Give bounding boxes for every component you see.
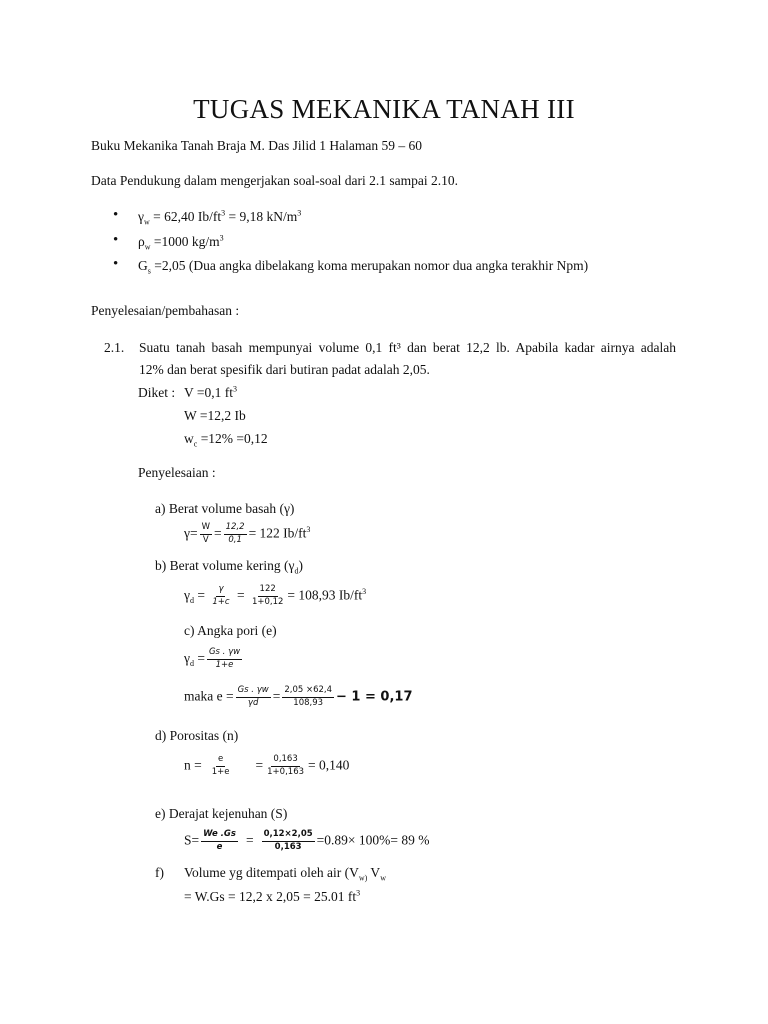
fraction: $\frac{2,05 \times 62,4}{108,93}$ bbox=[284, 685, 333, 708]
fraction: $\frac{0,12\times 2,05}{0,163}$ bbox=[263, 829, 313, 852]
bullet-dot: • bbox=[113, 232, 119, 248]
solution-heading: Penyelesaian/pembahasan : bbox=[91, 303, 240, 318]
step-d-formula: n = $\frac{e}{1+e}$ = $\frac{0,163}{1+0,163}$ = 0,140 bbox=[184, 754, 350, 777]
fraction: $\frac{122}{1+0,12}$ bbox=[251, 584, 284, 607]
step-e-label: e) Derajat kejenuhan (S) bbox=[155, 806, 288, 821]
source-reference: Buku Mekanika Tanah Braja M. Das Jilid 1 Halaman 59 – 60 bbox=[91, 138, 422, 153]
data-item-unit-weight-water: $\gamma_w = 62,40$ $Ib/ft^3 = 9,18$ $kN/m^3$ bbox=[138, 208, 302, 227]
given-label: Diket : bbox=[138, 385, 176, 400]
bullet-dot: • bbox=[113, 207, 119, 223]
step-b-formula: $\gamma_d$ = $\frac{\gamma}{1+c}$ = $\frac{122}{1+0,12}$ = 108,93 $Ib/ft^3$ bbox=[184, 584, 367, 607]
fraction: $\frac{We .Gs}{e}$ bbox=[203, 829, 236, 852]
step-c-formula: $\gamma_d$ = $\frac{Gs . \gamma w}{1+e}$ bbox=[184, 647, 241, 670]
fraction: $\frac{e}{1+e}$ bbox=[211, 754, 230, 777]
problem-statement-line1: Suatu tanah basah mempunyai volume 0,1 ft³ dan berat 12,2 lb. Apabila kadar airnya adalah bbox=[139, 340, 676, 355]
given-weight: W =12,2 Ib bbox=[184, 408, 246, 423]
data-item-density-water: $\rho_w =1000$ $kg/m^3$ bbox=[138, 233, 224, 252]
step-a-formula: γ= $\frac{W}{V}$ = $\frac{12,2}{0,1}$ = 122 $Ib/ft^3$ bbox=[184, 522, 311, 545]
fraction: $\frac{\gamma}{1+c}$ bbox=[212, 584, 230, 607]
step-f-label: Volume yg ditempati oleh air ($V_{w)}$ $V_w$ bbox=[184, 865, 386, 883]
step-d-label: d) Porositas (n) bbox=[155, 728, 239, 743]
given-water-content: $w_c =12\% =0,12$ bbox=[184, 431, 268, 449]
step-f-marker: f) bbox=[155, 865, 164, 880]
step-a-label: a) Berat volume basah (γ) bbox=[155, 501, 295, 516]
problem-number: 2.1. bbox=[104, 340, 125, 355]
fraction: $\frac{Gs . \gamma w}{1+e}$ bbox=[208, 647, 241, 670]
fraction: $\frac{W}{V}$ bbox=[201, 522, 210, 545]
step-c-result: maka e = $\frac{Gs . \gamma w}{\gamma d}$ = $\frac{2,05 \times 62,4}{108,93}$ − 1 = 0,17 bbox=[184, 685, 413, 708]
intro-text: Data Pendukung dalam mengerjakan soal-soal dari 2.1 sampai 2.10. bbox=[91, 173, 459, 188]
bullet-dot: • bbox=[113, 256, 119, 272]
step-b-label: b) Berat volume kering $(\gamma_d)$ bbox=[155, 558, 303, 576]
fraction: $\frac{0,163}{1+0,163}$ bbox=[267, 754, 305, 777]
step-c-label: c) Angka pori (e) bbox=[184, 623, 277, 638]
step-f-result: = W.Gs = 12,2 x 2,05 = 25.01 $ft^3$ bbox=[184, 888, 361, 904]
given-volume: V =0,1 $ft^3$ bbox=[184, 384, 237, 400]
problem-statement-line2: 12% dan berat spesifik dari butiran padat adalah 2,05. bbox=[139, 362, 430, 377]
step-e-formula: S= $\frac{We .Gs}{e}$ = $\frac{0,12\times 2,05}{0,163}$ =0.89× 100%= 89 % bbox=[184, 829, 430, 852]
solution-label: Penyelesaian : bbox=[138, 465, 216, 480]
page-title: TUGAS MEKANIKA TANAH III bbox=[193, 94, 575, 124]
data-item-specific-gravity: $G_s =2,05$ (Dua angka dibelakang koma merupakan nomor dua angka terakhir Npm) bbox=[138, 258, 589, 276]
fraction: $\frac{12,2}{0,1}$ bbox=[225, 522, 245, 545]
fraction: $\frac{Gs . \gamma w}{\gamma d}$ bbox=[237, 685, 269, 708]
